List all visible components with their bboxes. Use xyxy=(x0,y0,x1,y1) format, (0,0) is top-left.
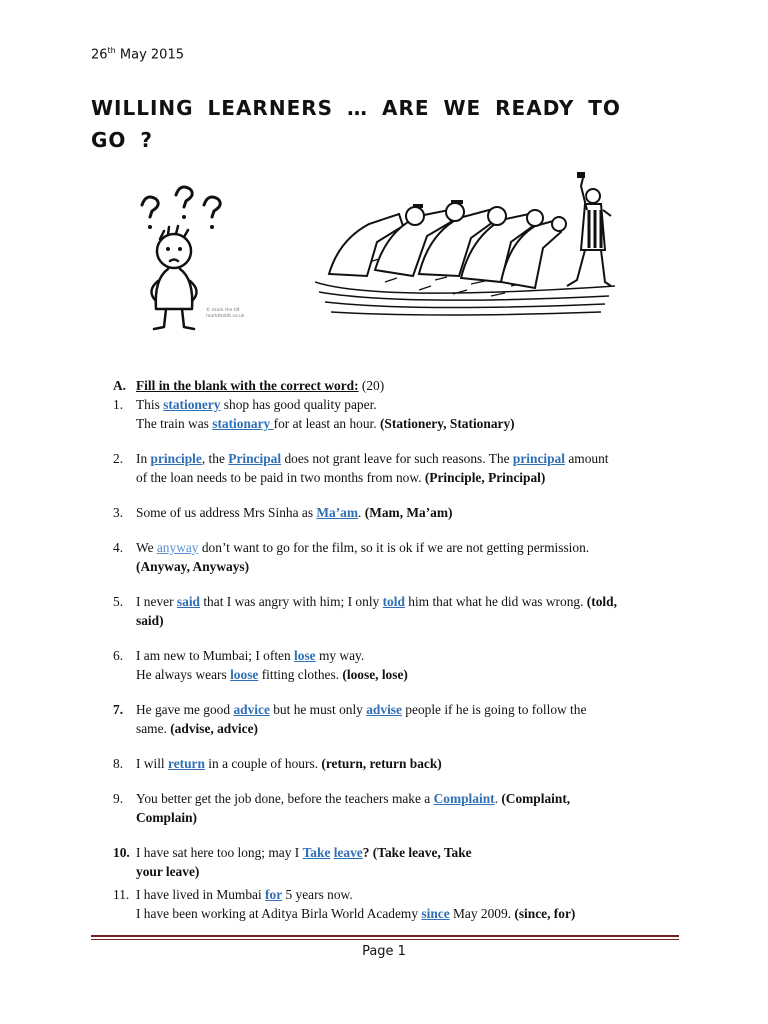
answer-options: (Stationery, Stationary) xyxy=(379,416,515,431)
question-list xyxy=(113,395,683,923)
question-text: The train was xyxy=(136,416,213,431)
question-line xyxy=(136,843,683,862)
answer-word: return xyxy=(168,756,205,771)
question-number: 3. xyxy=(113,505,124,520)
answer-options: (told, xyxy=(586,594,617,609)
question-text: does not grant leave for such reasons. The xyxy=(281,451,513,466)
question-text: my way. xyxy=(315,648,365,663)
answer-options: your leave) xyxy=(136,864,200,879)
question-line xyxy=(136,719,683,738)
question-item xyxy=(113,789,683,827)
spacer xyxy=(113,576,683,592)
question-item xyxy=(113,538,683,576)
question-line xyxy=(136,538,683,557)
question-number: 10. xyxy=(113,845,130,860)
spacer xyxy=(113,827,683,843)
question-number: 1. xyxy=(113,397,124,412)
question-text: same. xyxy=(136,721,171,736)
spacer xyxy=(113,684,683,700)
answer-word: Ma’am xyxy=(316,505,359,520)
answer-options: (loose, lose) xyxy=(342,667,408,682)
answer-word: since xyxy=(421,906,450,921)
svg-text:markthetilt.co.uk: markthetilt.co.uk xyxy=(206,314,245,319)
answer-options: (return, return back) xyxy=(321,756,442,771)
question-line xyxy=(136,700,683,719)
answer-word: Take xyxy=(302,845,331,860)
footer-rule xyxy=(91,935,679,937)
question-text: people if he is going to follow the xyxy=(401,702,587,717)
answer-word: Principal xyxy=(228,451,282,466)
section-heading xyxy=(113,376,683,395)
question-text: He gave me good xyxy=(136,702,234,717)
page-number: Page 1 xyxy=(362,944,406,959)
section-marks: (20) xyxy=(361,378,385,393)
spacer xyxy=(113,487,683,503)
answer-options: (Principle, Principal) xyxy=(424,470,546,485)
question-line xyxy=(136,789,683,808)
answer-word: Complaint xyxy=(433,791,495,806)
question-item xyxy=(113,449,683,487)
question-text: fitting clothes. xyxy=(258,667,343,682)
confused-person-illustration xyxy=(130,183,260,333)
answer-options: (advise, advice) xyxy=(170,721,258,736)
question-item xyxy=(113,754,683,773)
section-instructions: Fill in the blank with the correct word: xyxy=(136,378,359,393)
section-label: A. xyxy=(113,378,127,393)
answer-options: (Mam, Ma’am) xyxy=(364,505,453,520)
question-item xyxy=(113,592,683,630)
question-text: In xyxy=(136,451,151,466)
question-line xyxy=(136,885,683,904)
question-line xyxy=(136,646,683,665)
answer-word: leave xyxy=(333,845,363,860)
question-line xyxy=(136,611,683,630)
question-text: I have been working at Aditya Birla World Academy xyxy=(136,906,422,921)
question-text: You better get the job done, before the teachers make a xyxy=(136,791,434,806)
question-text: I will xyxy=(136,756,168,771)
question-text: May 2009. xyxy=(449,906,515,921)
question-item xyxy=(113,646,683,684)
question-text: but he must only xyxy=(269,702,367,717)
answer-word: principal xyxy=(512,451,565,466)
question-text: for at least an hour. xyxy=(273,416,380,431)
question-line xyxy=(136,904,683,923)
spacer xyxy=(113,773,683,789)
answer-word: anyway xyxy=(156,540,199,555)
answer-word: for xyxy=(265,887,283,902)
question-item xyxy=(113,503,683,522)
answer-word: told xyxy=(382,594,405,609)
question-text: of the loan needs to be paid in two months from now. xyxy=(136,470,425,485)
question-line xyxy=(136,665,683,684)
worksheet-content xyxy=(113,376,683,923)
worksheet-title: WILLING LEARNERS … ARE WE READY TO GO ? xyxy=(91,96,621,152)
question-text: This xyxy=(136,397,164,412)
answer-word: said xyxy=(176,594,200,609)
question-text: shop has good quality paper. xyxy=(220,397,377,412)
question-line xyxy=(136,468,683,487)
question-number: 5. xyxy=(113,594,124,609)
answer-word: principle xyxy=(150,451,202,466)
question-line xyxy=(136,592,683,611)
question-line xyxy=(136,808,683,827)
question-text: him that what he did was wrong. xyxy=(404,594,587,609)
question-line xyxy=(136,414,683,433)
answer-options: said) xyxy=(136,613,164,628)
question-text: . xyxy=(494,791,502,806)
question-text: that I was angry with him; I only xyxy=(199,594,383,609)
spacer xyxy=(113,522,683,538)
question-item xyxy=(113,885,683,923)
question-text: We xyxy=(136,540,157,555)
illustration-credit: © mark the tilt xyxy=(206,308,240,313)
answer-word: lose xyxy=(294,648,316,663)
question-number: 2. xyxy=(113,451,124,466)
question-text: I am new to Mumbai; I often xyxy=(136,648,295,663)
question-number: 7. xyxy=(113,702,124,717)
question-text: I never xyxy=(136,594,177,609)
answer-options: ? (Take leave, Take xyxy=(362,845,472,860)
question-line xyxy=(136,449,683,468)
question-number: 8. xyxy=(113,756,124,771)
question-item xyxy=(113,395,683,433)
question-line xyxy=(136,862,683,881)
question-text: I have sat here too long; may I xyxy=(136,845,303,860)
question-number: 11. xyxy=(113,887,130,902)
answer-word: stationery xyxy=(163,397,221,412)
question-text: , the xyxy=(201,451,229,466)
question-line xyxy=(136,395,683,414)
question-text: He always wears xyxy=(136,667,231,682)
question-text: . xyxy=(358,505,365,520)
question-number: 6. xyxy=(113,648,124,663)
answer-options: (since, for) xyxy=(514,906,576,921)
spacer xyxy=(113,630,683,646)
answer-options: (Complaint, xyxy=(501,791,571,806)
question-item xyxy=(113,843,683,881)
question-text: Some of us address Mrs Sinha as xyxy=(136,505,317,520)
document-date: 26th May 2015 xyxy=(91,46,184,63)
question-line xyxy=(136,754,683,773)
answer-word: stationary xyxy=(212,416,274,431)
question-text: 5 years now. xyxy=(282,887,353,902)
race-start-illustration xyxy=(315,170,615,325)
question-text: I have lived in Mumbai xyxy=(136,887,266,902)
answer-word: loose xyxy=(230,667,259,682)
answer-options: (Anyway, Anyways) xyxy=(136,559,250,574)
answer-word: advise xyxy=(366,702,402,717)
question-number: 9. xyxy=(113,791,124,806)
question-line xyxy=(136,557,683,576)
footer-rule-thin xyxy=(91,939,679,940)
question-text: don’t want to go for the film, so it is ok if we are not getting permission. xyxy=(198,540,590,555)
question-line xyxy=(136,503,683,522)
spacer xyxy=(113,433,683,449)
question-number: 4. xyxy=(113,540,124,555)
question-text: in a couple of hours. xyxy=(204,756,322,771)
answer-options: Complain) xyxy=(136,810,198,825)
question-item xyxy=(113,700,683,738)
question-text: amount xyxy=(564,451,609,466)
answer-word: advice xyxy=(233,702,270,717)
spacer xyxy=(113,738,683,754)
